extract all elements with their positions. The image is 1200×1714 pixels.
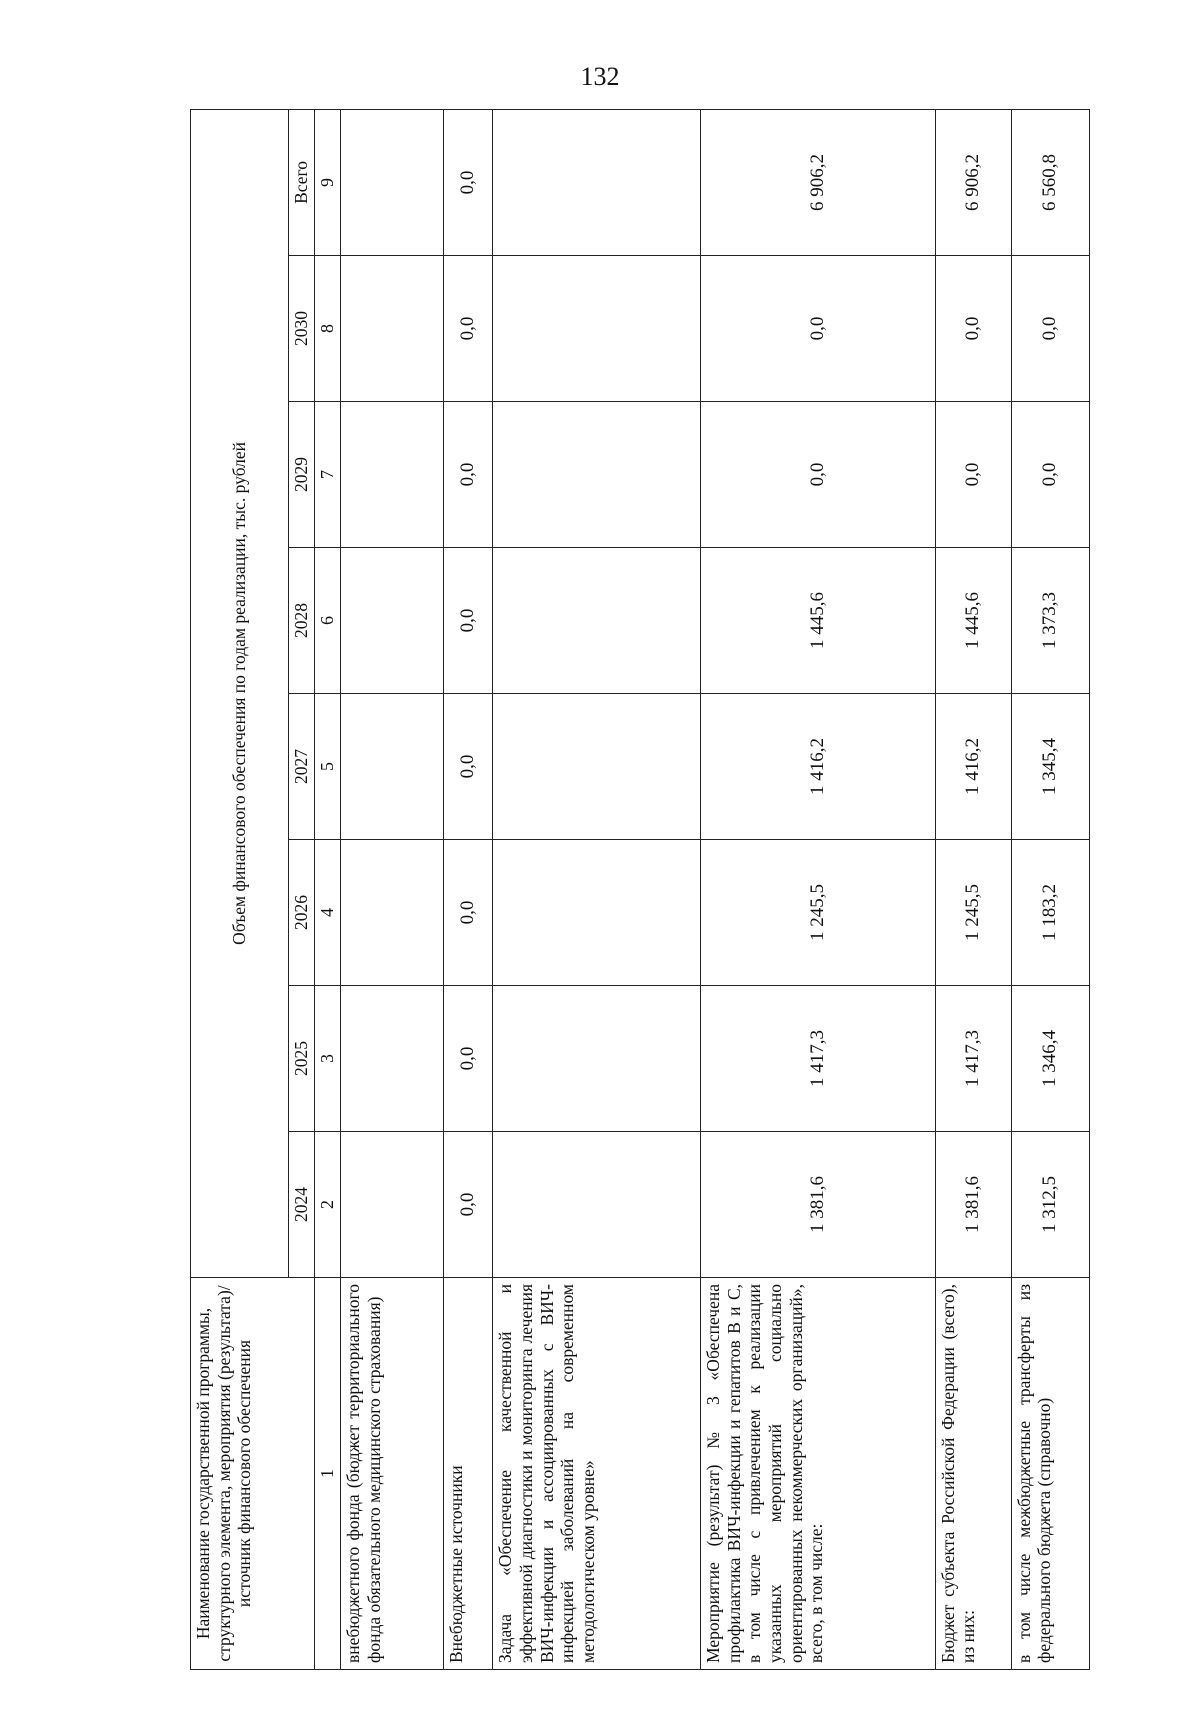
- financing-table-container: [190, 110, 1090, 1670]
- cell-value: [493, 986, 701, 1132]
- cell-value: 0,0: [444, 694, 493, 840]
- cell-value: [341, 109, 444, 255]
- cell-value: 6 906,2: [701, 109, 936, 255]
- cell-value: [341, 548, 444, 694]
- cell-value: 0,0: [935, 402, 1011, 548]
- table-row: [935, 109, 1011, 1669]
- table-row: [1011, 109, 1089, 1669]
- cell-value: [493, 694, 701, 840]
- cell-value: [493, 256, 701, 402]
- cell-value: 0,0: [444, 1132, 493, 1278]
- row-name: Мероприятие (результат) № 3 «Обеспечена профилактика ВИЧ-инфекции и гепатитов В и С, в том числе с привлечением к реализации указанных мероприятий социально ориентированных некоммерческих организаций», всего, в том числе:: [701, 1278, 936, 1670]
- table-row: [341, 109, 444, 1669]
- row-name: внебюджетного фонда (бюджет территориального фонда обязательного медицинского страхования): [341, 1278, 444, 1670]
- column-number-row: [315, 109, 341, 1669]
- header-name: Наименование государственной программы, структурного элемента, мероприятия (результата)/источник финансового обеспечения: [191, 1278, 315, 1670]
- year-header: 2028: [289, 548, 315, 694]
- row-name: Внебюджетные источники: [444, 1278, 493, 1670]
- cell-value: 1 381,6: [701, 1132, 936, 1278]
- year-header: 2030: [289, 256, 315, 402]
- cell-value: 1 416,2: [935, 694, 1011, 840]
- cell-value: 1 345,4: [1011, 694, 1089, 840]
- header-group: Объем финансового обеспечения по годам реализации, тыс. рублей: [191, 109, 289, 1277]
- cell-value: 0,0: [935, 256, 1011, 402]
- row-name: Бюджет субъекта Российской Федерации (всего), из них:: [935, 1278, 1011, 1670]
- column-number: 4: [315, 840, 341, 986]
- cell-value: 0,0: [1011, 402, 1089, 548]
- financing-table: [190, 109, 1090, 1670]
- cell-value: 1 417,3: [935, 986, 1011, 1132]
- cell-value: [341, 694, 444, 840]
- table-row: [444, 109, 493, 1669]
- cell-value: 0,0: [444, 548, 493, 694]
- row-name: в том числе межбюджетные трансферты из федерального бюджета (справочно): [1011, 1278, 1089, 1670]
- cell-value: 1 417,3: [701, 986, 936, 1132]
- cell-value: [341, 402, 444, 548]
- cell-value: [341, 840, 444, 986]
- column-number: 8: [315, 256, 341, 402]
- page-number: 132: [580, 62, 620, 91]
- cell-value: 1 445,6: [701, 548, 936, 694]
- cell-value: 0,0: [444, 840, 493, 986]
- year-header: 2025: [289, 986, 315, 1132]
- cell-value: 1 445,6: [935, 548, 1011, 694]
- cell-value: [493, 840, 701, 986]
- table-row: [493, 109, 701, 1669]
- year-header: 2024: [289, 1132, 315, 1278]
- cell-value: 0,0: [701, 402, 936, 548]
- rotated-table-frame: [190, 110, 1090, 1670]
- cell-value: 1 373,3: [1011, 548, 1089, 694]
- cell-value: 6 560,8: [1011, 109, 1089, 255]
- cell-value: 0,0: [1011, 256, 1089, 402]
- year-header: 2026: [289, 840, 315, 986]
- column-number: 1: [315, 1278, 341, 1670]
- cell-value: [493, 548, 701, 694]
- cell-value: 0,0: [701, 256, 936, 402]
- year-header: 2027: [289, 694, 315, 840]
- cell-value: 1 381,6: [935, 1132, 1011, 1278]
- cell-value: 6 906,2: [935, 109, 1011, 255]
- cell-value: 1 245,5: [701, 840, 936, 986]
- column-number: 2: [315, 1132, 341, 1278]
- column-number: 9: [315, 109, 341, 255]
- column-number: 6: [315, 548, 341, 694]
- column-number: 7: [315, 402, 341, 548]
- table-row: [701, 109, 936, 1669]
- cell-value: [341, 256, 444, 402]
- cell-value: [493, 402, 701, 548]
- column-number: 5: [315, 694, 341, 840]
- cell-value: 1 183,2: [1011, 840, 1089, 986]
- header-row-group: [191, 109, 289, 1669]
- cell-value: 0,0: [444, 986, 493, 1132]
- cell-value: 0,0: [444, 109, 493, 255]
- cell-value: 1 312,5: [1011, 1132, 1089, 1278]
- cell-value: 0,0: [444, 402, 493, 548]
- cell-value: 1 416,2: [701, 694, 936, 840]
- cell-value: 1 346,4: [1011, 986, 1089, 1132]
- total-header: Всего: [289, 109, 315, 255]
- row-name: Задача «Обеспечение качественной и эффективной диагностики и мониторинга лечения ВИЧ-инфекции и ассоциированных с ВИЧ-инфекцией заболеваний на современном методологическом уровне»: [493, 1278, 701, 1670]
- column-number: 3: [315, 986, 341, 1132]
- cell-value: [493, 1132, 701, 1278]
- cell-value: [341, 986, 444, 1132]
- cell-value: 0,0: [444, 256, 493, 402]
- year-header: 2029: [289, 402, 315, 548]
- cell-value: 1 245,5: [935, 840, 1011, 986]
- cell-value: [341, 1132, 444, 1278]
- cell-value: [493, 109, 701, 255]
